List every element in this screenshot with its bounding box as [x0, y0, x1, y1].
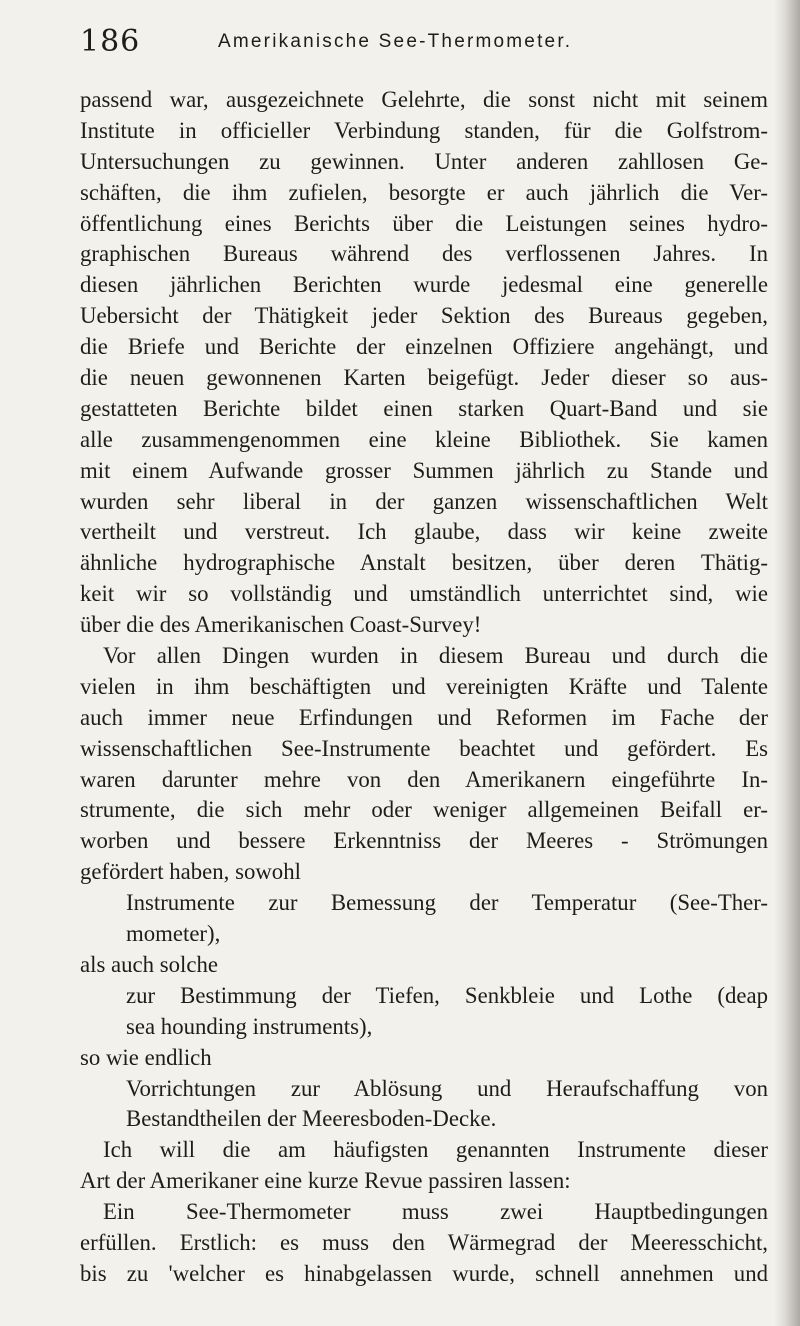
page-number: 186	[80, 24, 141, 59]
text-line: so wie endlich	[80, 1044, 212, 1070]
text-line: wurden sehr liberal in der ganzen wissenschaftlichen Welt	[80, 488, 768, 514]
text-line: Uebersicht der Thätigkeit jeder Sektion des Bureaus gegeben,	[80, 303, 768, 329]
body-text	[80, 85, 768, 1290]
text-line: Institute in officieller Verbindung standen, für die Golfstrom-	[80, 117, 768, 143]
text-line: graphischen Bureaus während des verflossenen Jahres. In	[80, 241, 768, 267]
text-line: waren darunter mehre von den Amerikanern eingeführte In-	[80, 766, 768, 792]
text-line: wissenschaftlichen See-Instrumente beachtet und gefördert. Es	[80, 735, 768, 761]
text-line: diesen jährlichen Berichten wurde jedesmal eine generelle	[80, 272, 768, 298]
text-line: mit einem Aufwande grosser Summen jährlich zu Stande und	[80, 457, 768, 483]
text-line: Vorrichtungen zur Ablösung und Heraufschaffung von	[126, 1075, 768, 1101]
text-line: passend war, ausgezeichnete Gelehrte, die sonst nicht mit seinem	[80, 87, 768, 112]
text-line: schäften, die ihm zufielen, besorgte er auch jährlich die Ver-	[80, 179, 768, 205]
text-line: über die des Amerikanischen Coast-Survey!	[80, 612, 482, 638]
text-line: die neuen gewonnenen Karten beigefügt. Jeder dieser so aus-	[80, 365, 768, 391]
text-line: zur Bestimmung der Tiefen, Senkbleie und Lothe (deap	[126, 982, 768, 1008]
text-line: keit wir so vollständig und umständlich unterrichtet sind, wie	[80, 581, 768, 607]
text-line: Untersuchungen zu gewinnen. Unter anderen zahllosen Ge-	[80, 148, 768, 174]
text-line: Bestandtheilen der Meeresboden-Decke.	[126, 1106, 497, 1132]
text-line: worben und bessere Erkenntniss der Meeres - Strömungen	[80, 828, 768, 854]
text-line: strumente, die sich mehr oder weniger allgemeinen Beifall er-	[80, 797, 768, 823]
text-line: gestatteten Berichte bildet einen starken Quart-Band und sie	[80, 395, 768, 421]
text-line: Ich will die am häufigsten genannten Instrumente dieser	[103, 1137, 768, 1163]
text-line: Vor allen Dingen wurden in diesem Bureau und durch die	[103, 643, 768, 669]
text-line: Ein See-Thermometer muss zwei Hauptbedingungen	[103, 1199, 768, 1225]
text-line: alle zusammengenommen eine kleine Bibliothek. Sie kamen	[80, 426, 768, 452]
page-header	[80, 22, 740, 62]
text-line: die Briefe und Berichte der einzelnen Offiziere angehängt, und	[80, 334, 768, 360]
text-line: erfüllen. Erstlich: es muss den Wärmegrad der Meeresschicht,	[80, 1229, 768, 1255]
text-line: Instrumente zur Bemessung der Temperatur (See-Ther-	[126, 890, 768, 916]
text-line: ähnliche hydrographische Anstalt besitzen, über deren Thätig-	[80, 550, 768, 576]
text-line: vielen in ihm beschäftigten und vereinigten Kräfte und Talente	[80, 673, 768, 699]
text-line: vertheilt und verstreut. Ich glaube, dass wir keine zweite	[80, 519, 768, 545]
running-title: Amerikanische See-Thermometer.	[218, 31, 573, 52]
page-edge-shadow	[774, 0, 800, 1326]
text-line: gefördert haben, sowohl	[80, 859, 301, 885]
text-line: öffentlichung eines Berichts über die Leistungen seines hydro-	[80, 210, 768, 236]
text-line: sea hounding instruments),	[126, 1013, 373, 1039]
text-line: als auch solche	[80, 951, 218, 977]
text-line: mometer),	[126, 921, 221, 947]
text-line: bis zu 'welcher es hinabgelassen wurde, schnell annehmen und	[80, 1260, 768, 1286]
text-line: auch immer neue Erfindungen und Reformen im Fache der	[80, 704, 768, 730]
text-line: Art der Amerikaner eine kurze Revue passiren lassen:	[80, 1168, 571, 1194]
